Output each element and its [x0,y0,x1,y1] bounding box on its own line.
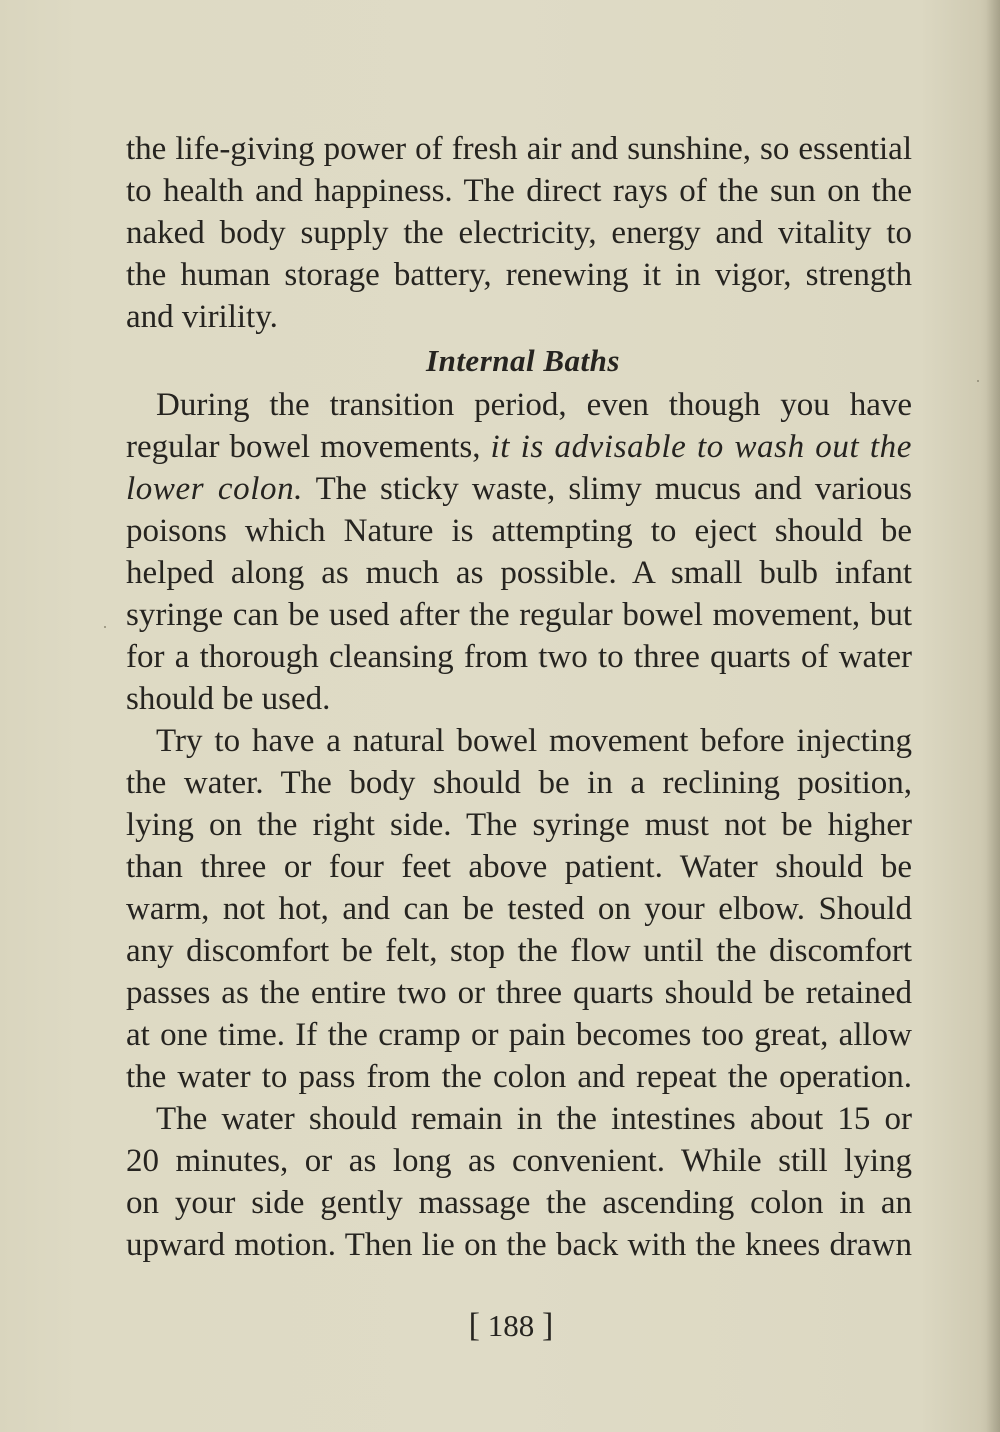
page-number-value: 188 [487,1308,535,1343]
paragraph-internal-baths-3 [126,1098,912,1266]
paragraph-internal-baths-1 [126,384,912,720]
emphasized-text: it is advisable to wash out the [490,429,912,465]
text-line: lying on the right side. The syringe must not be higher [126,807,912,843]
emphasized-text: lower colon. [126,471,304,507]
text-line: on your side gently massage the ascending colon in an [126,1185,912,1221]
text-line: During the transition period, even though you have [156,387,912,423]
text-line: 20 minutes, or as long as convenient. While still lying [126,1143,912,1179]
text-line: upward motion. Then lie on the back with the knees drawn [126,1227,912,1263]
page-number-open-bracket: [ [468,1307,480,1344]
paragraph-internal-baths-2 [126,720,912,1098]
text-line [126,426,912,468]
text-line: poisons which Nature is attempting to eject should be [126,513,912,549]
text-line: syringe can be used after the regular bowel movement, but [126,597,912,633]
text-segment: regular bowel movements, [126,429,481,465]
paper-speck [977,380,979,382]
text-line: The water should remain in the intestines about 15 or [156,1101,912,1137]
paper-speck [104,626,106,628]
text-line: the human storage battery, renewing it in vigor, strength [126,257,912,293]
intro-paragraph [126,128,912,338]
text-line: and virility. [126,299,278,335]
text-line: the water. The body should be in a reclining position, [126,765,912,801]
page-body-text [126,128,912,1266]
text-line: to health and happiness. The direct rays of the sun on the [126,173,912,209]
text-line: the water to pass from the colon and repeat the operation. [126,1059,912,1095]
text-line: Try to have a natural bowel movement before injecting [156,723,912,759]
page-number [0,1307,1000,1345]
page-edge-shadow [986,0,1000,1432]
page-number-close-bracket: ] [542,1307,554,1344]
text-line: any discomfort be felt, stop the flow until the discomfort [126,933,912,969]
text-segment: The sticky waste, slimy mucus and various [315,471,912,507]
text-line: than three or four feet above patient. Water should be [126,849,912,885]
text-line: passes as the entire two or three quarts should be retained [126,975,912,1011]
text-line: the life-giving power of fresh air and sunshine, so essential [126,131,912,167]
text-line [126,468,912,510]
section-heading: Internal Baths [426,343,620,378]
text-line: for a thorough cleansing from two to three quarts of water [126,639,912,675]
text-line: helped along as much as possible. A small bulb infant [126,555,912,591]
text-line: naked body supply the electricity, energy and vitality to [126,215,912,251]
text-line: at one time. If the cramp or pain becomes too great, allow [126,1017,912,1053]
text-line: warm, not hot, and can be tested on your elbow. Should [126,891,912,927]
text-line: should be used. [126,681,331,717]
